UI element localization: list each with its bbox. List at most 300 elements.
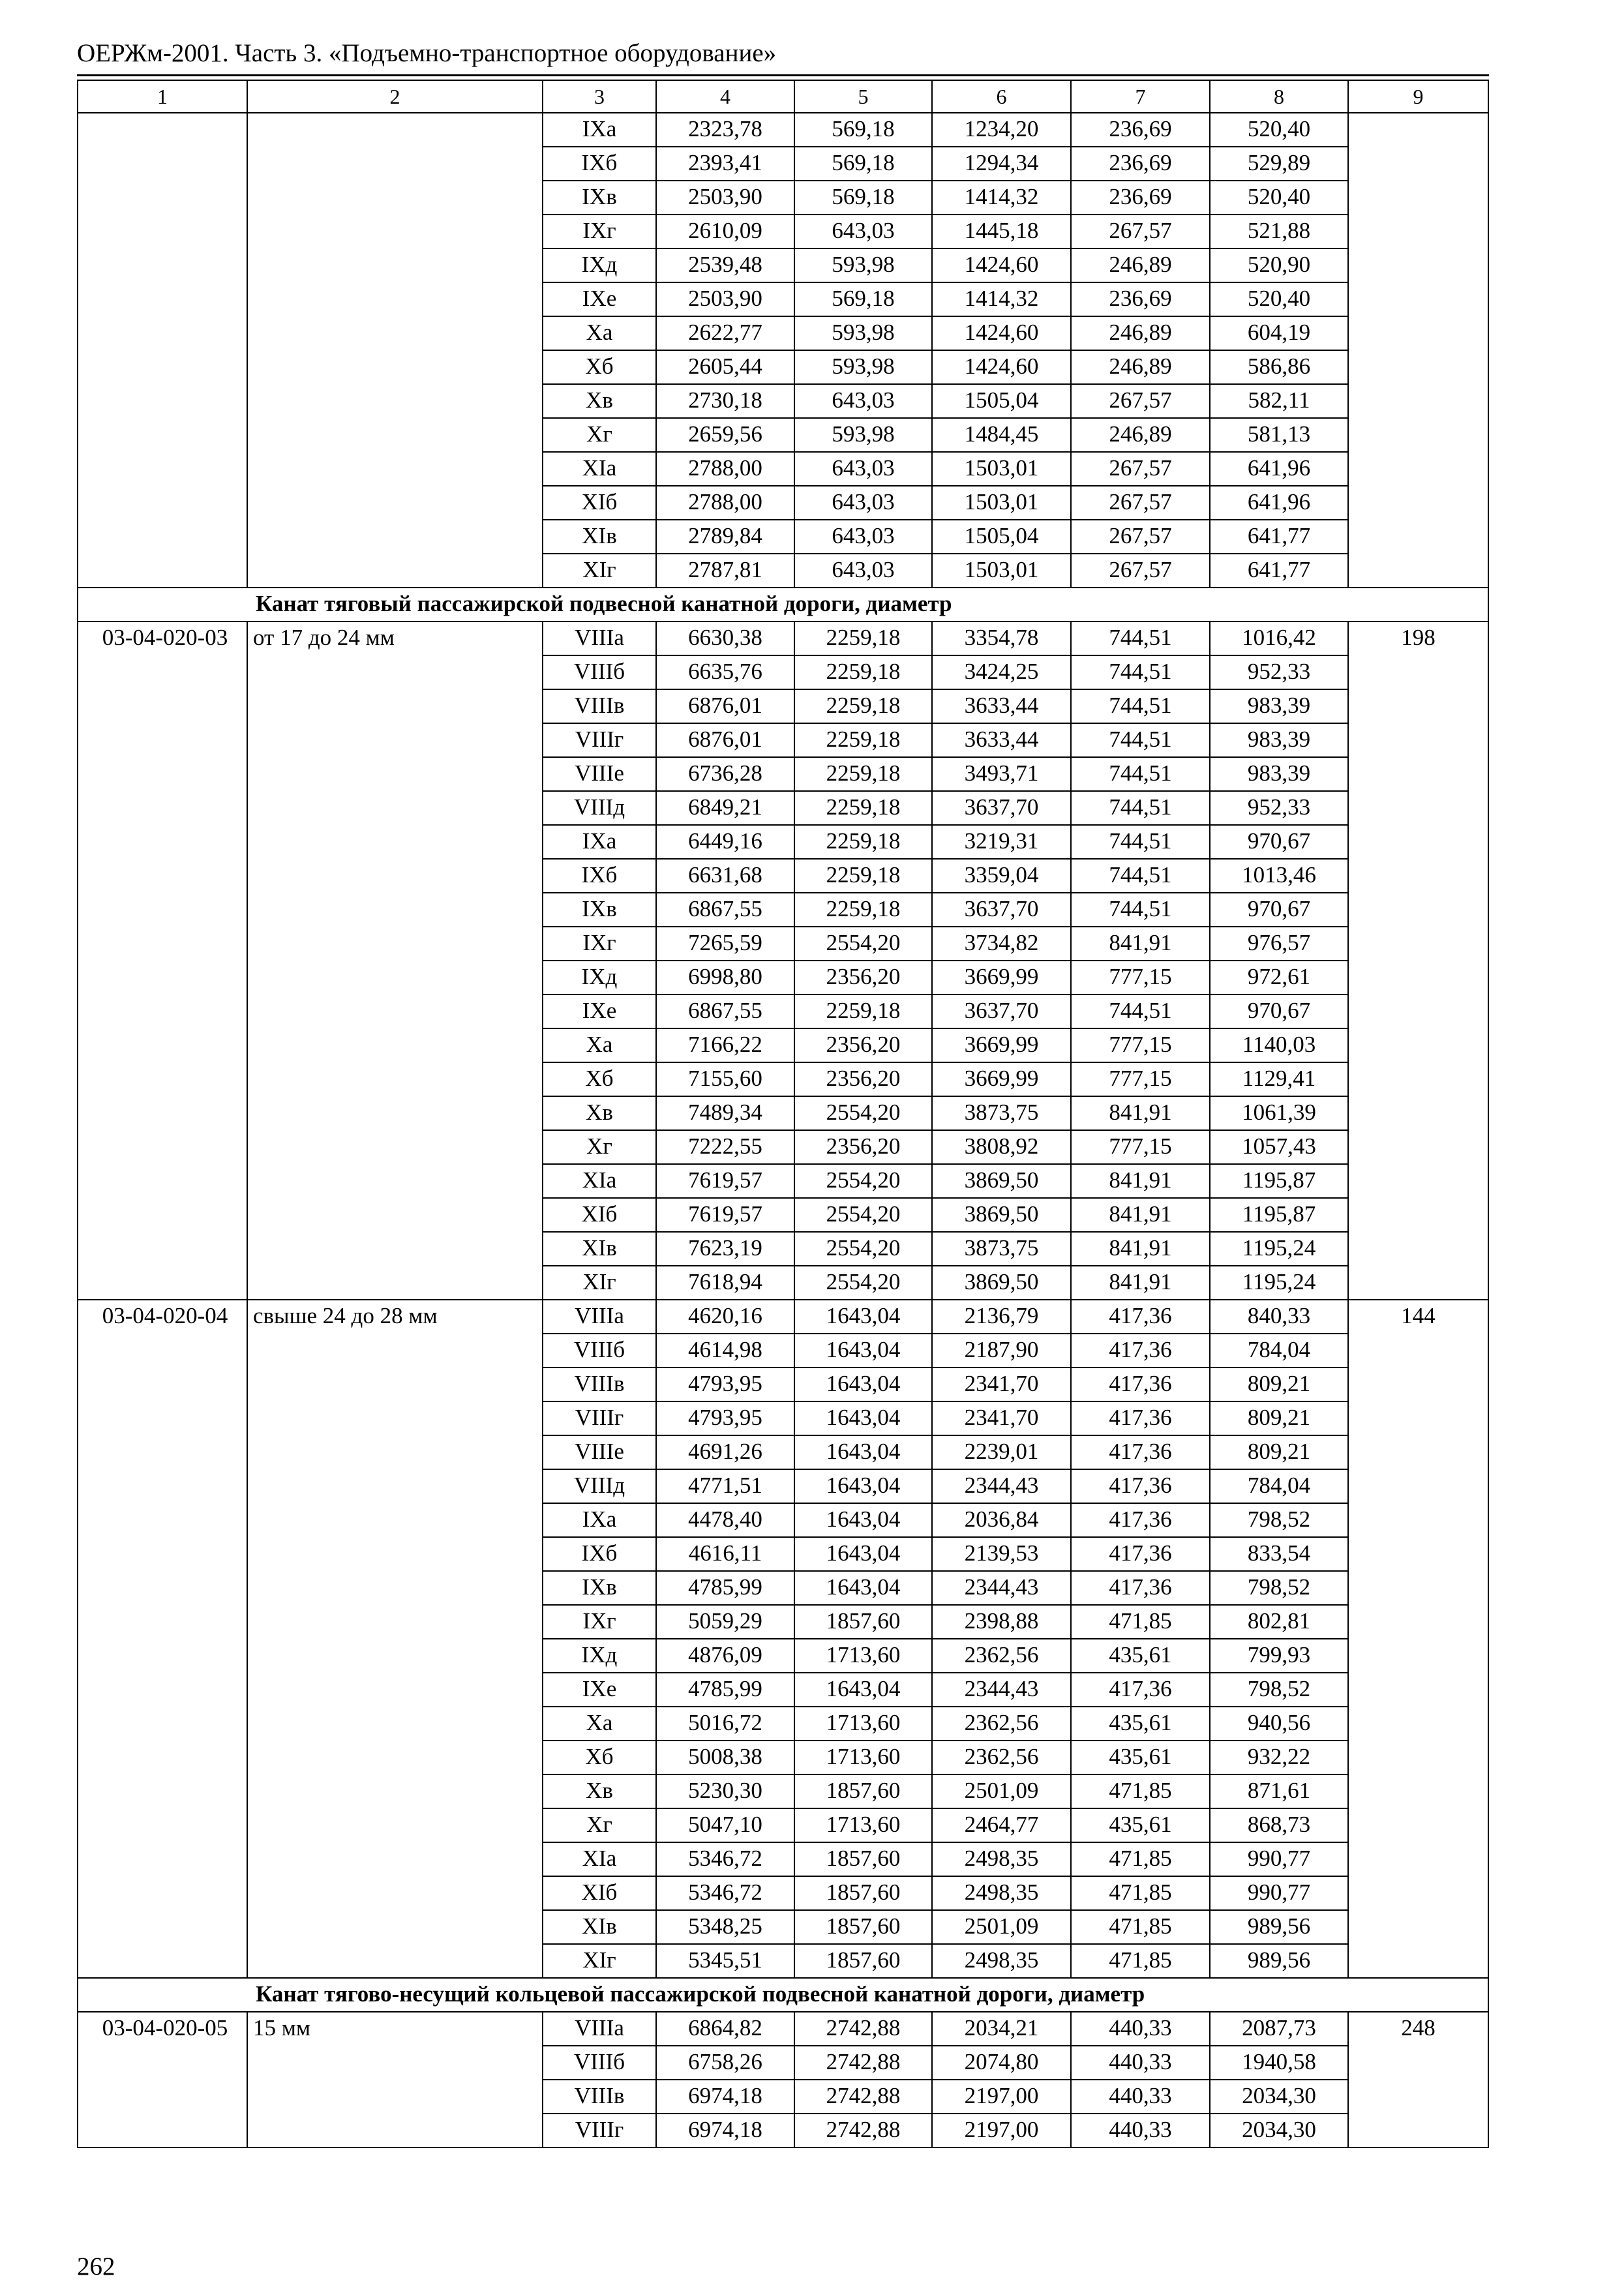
value-col7-text: 417,36 xyxy=(1109,1371,1172,1396)
value-col7-text: 236,69 xyxy=(1109,150,1172,175)
value-col4-text: 5008,38 xyxy=(688,1744,762,1769)
value-col4 xyxy=(656,1232,794,1266)
region-code-text: XIа xyxy=(582,455,617,481)
region-code xyxy=(543,1300,656,1334)
value-col5 xyxy=(794,723,932,757)
value-col8 xyxy=(1210,1435,1348,1469)
value-col7-text: 440,33 xyxy=(1109,2049,1172,2074)
value-col8 xyxy=(1210,147,1348,181)
value-col4-text: 6849,21 xyxy=(688,794,762,820)
region-code-text: XIв xyxy=(582,1235,617,1261)
value-col6-text: 2498,35 xyxy=(964,1846,1039,1871)
value-col4 xyxy=(656,723,794,757)
region-code xyxy=(543,520,656,554)
value-col7-text: 440,33 xyxy=(1109,2117,1172,2142)
value-col4-text: 2323,78 xyxy=(688,116,762,142)
value-col7 xyxy=(1071,181,1210,215)
value-col4 xyxy=(656,2080,794,2114)
value-col8 xyxy=(1210,1334,1348,1368)
value-col6-text: 2498,35 xyxy=(964,1879,1039,1905)
value-col4-text: 5345,51 xyxy=(688,1947,762,1973)
value-col7 xyxy=(1071,1028,1210,1062)
value-col4-text: 7619,57 xyxy=(688,1201,762,1227)
value-col4-text: 5230,30 xyxy=(688,1778,762,1803)
region-code xyxy=(543,554,656,588)
region-code-text: XIа xyxy=(582,1846,617,1871)
value-col5 xyxy=(794,1605,932,1639)
value-col4 xyxy=(656,113,794,147)
value-col4-text: 5348,25 xyxy=(688,1913,762,1939)
value-col4-text: 6630,38 xyxy=(688,625,762,650)
value-col4 xyxy=(656,1503,794,1537)
value-col8-text: 1140,03 xyxy=(1242,1032,1316,1057)
region-code-text: VIIIб xyxy=(573,2049,625,2074)
region-code-text: Xг xyxy=(586,1812,612,1837)
region-code xyxy=(543,316,656,350)
value-col7 xyxy=(1071,1741,1210,1774)
value-col8 xyxy=(1210,215,1348,248)
value-col4 xyxy=(656,1096,794,1130)
region-code xyxy=(543,893,656,927)
value-col4 xyxy=(656,486,794,520)
table-row xyxy=(78,2012,1488,2046)
value-col7-text: 236,69 xyxy=(1109,286,1172,311)
value-col5 xyxy=(794,215,932,248)
value-col8 xyxy=(1210,350,1348,384)
value-col4-text: 2605,44 xyxy=(688,353,762,379)
value-col7 xyxy=(1071,1571,1210,1605)
table-row xyxy=(78,1300,1488,1334)
value-col8 xyxy=(1210,113,1348,147)
value-col6-text: 3633,44 xyxy=(964,726,1039,752)
region-code xyxy=(543,181,656,215)
value-col6 xyxy=(932,859,1071,893)
value-col8-text: 989,56 xyxy=(1247,1947,1311,1973)
value-col4 xyxy=(656,1571,794,1605)
value-col8 xyxy=(1210,1469,1348,1503)
value-col8-text: 809,21 xyxy=(1247,1439,1311,1464)
value-col6-text: 3734,82 xyxy=(964,930,1039,955)
value-col4 xyxy=(656,757,794,791)
value-col7 xyxy=(1071,1164,1210,1198)
value-col8-text: 932,22 xyxy=(1247,1744,1311,1769)
region-code-text: IXе xyxy=(582,1676,617,1701)
value-col4-text: 5047,10 xyxy=(688,1812,762,1837)
value-col4-text: 2730,18 xyxy=(688,387,762,413)
region-code xyxy=(543,215,656,248)
value-col8-text: 641,77 xyxy=(1247,523,1311,548)
value-col6 xyxy=(932,689,1071,723)
value-col8-text: 784,04 xyxy=(1247,1337,1311,1362)
value-col7-text: 744,51 xyxy=(1109,828,1172,854)
value-col7-text: 246,89 xyxy=(1109,421,1172,447)
value-col5-text: 1713,60 xyxy=(826,1812,901,1837)
value-col5-text: 2742,88 xyxy=(826,2049,901,2074)
value-col4 xyxy=(656,248,794,282)
value-col4-text: 6998,80 xyxy=(688,964,762,989)
value-col9 xyxy=(1348,1300,1488,1978)
value-col5 xyxy=(794,418,932,452)
value-col7-text: 744,51 xyxy=(1109,896,1172,921)
value-col6-text: 3637,70 xyxy=(964,896,1039,921)
value-col6-text: 2362,56 xyxy=(964,1710,1039,1735)
value-col8 xyxy=(1210,554,1348,588)
value-col8-text: 972,61 xyxy=(1247,964,1311,989)
value-col8 xyxy=(1210,1842,1348,1876)
value-col5-text: 1643,04 xyxy=(826,1371,901,1396)
value-col4 xyxy=(656,927,794,961)
value-col7-text: 841,91 xyxy=(1109,1167,1172,1193)
value-col7 xyxy=(1071,927,1210,961)
section-title xyxy=(78,1978,1488,2012)
value-col7-text: 744,51 xyxy=(1109,625,1172,650)
value-col8 xyxy=(1210,1130,1348,1164)
value-col7-text: 440,33 xyxy=(1109,2015,1172,2041)
value-col8 xyxy=(1210,1944,1348,1978)
value-col8 xyxy=(1210,1910,1348,1944)
region-code-text: Xб xyxy=(585,353,614,379)
value-col7-text: 246,89 xyxy=(1109,320,1172,345)
value-col5-text: 1643,04 xyxy=(826,1473,901,1498)
value-col5 xyxy=(794,1842,932,1876)
value-col6-text: 3219,31 xyxy=(964,828,1039,854)
value-col8-text: 970,67 xyxy=(1247,828,1311,854)
value-col4-text: 7618,94 xyxy=(688,1269,762,1294)
region-code xyxy=(543,1266,656,1300)
value-col4 xyxy=(656,1842,794,1876)
value-col8 xyxy=(1210,2046,1348,2080)
value-col9 xyxy=(1348,621,1488,1300)
value-col6-text: 3637,70 xyxy=(964,998,1039,1023)
value-col4 xyxy=(656,1910,794,1944)
value-col4-text: 7489,34 xyxy=(688,1100,762,1125)
value-col7 xyxy=(1071,350,1210,384)
value-col6 xyxy=(932,520,1071,554)
value-col8 xyxy=(1210,995,1348,1028)
item-description-text: от 17 до 24 мм xyxy=(253,625,395,650)
value-col6 xyxy=(932,655,1071,689)
value-col8 xyxy=(1210,927,1348,961)
value-col6 xyxy=(932,215,1071,248)
item-code-text xyxy=(78,113,247,117)
value-col6 xyxy=(932,486,1071,520)
value-col7 xyxy=(1071,1469,1210,1503)
region-code-text: IXг xyxy=(582,218,616,243)
value-col5-text: 1857,60 xyxy=(826,1778,901,1803)
value-col5 xyxy=(794,927,932,961)
value-col4-text: 2788,00 xyxy=(688,455,762,481)
value-col7-text: 744,51 xyxy=(1109,693,1172,718)
section-title-row xyxy=(78,1978,1488,2012)
value-col6 xyxy=(932,1062,1071,1096)
value-col5 xyxy=(794,1028,932,1062)
value-col6-text: 3633,44 xyxy=(964,693,1039,718)
value-col4 xyxy=(656,1062,794,1096)
value-col6 xyxy=(932,1401,1071,1435)
region-code-text: IXа xyxy=(582,828,617,854)
value-col6-text: 3873,75 xyxy=(964,1100,1039,1125)
value-col8-text: 520,90 xyxy=(1247,252,1311,277)
value-col5-text: 569,18 xyxy=(832,150,895,175)
value-col7-text: 744,51 xyxy=(1109,998,1172,1023)
region-code-text: VIIIб xyxy=(573,659,625,684)
value-col4-text: 7623,19 xyxy=(688,1235,762,1261)
region-code-text: IXд xyxy=(581,252,618,277)
region-code-text: XIв xyxy=(582,1913,617,1939)
value-col6 xyxy=(932,1774,1071,1808)
item-description-text xyxy=(248,113,542,117)
value-col6-text: 3869,50 xyxy=(964,1269,1039,1294)
value-col4 xyxy=(656,1469,794,1503)
region-code xyxy=(543,1842,656,1876)
value-col8 xyxy=(1210,791,1348,825)
region-code-text: VIIIа xyxy=(575,2015,624,2041)
region-code xyxy=(543,2012,656,2046)
value-col7 xyxy=(1071,316,1210,350)
value-col5-text: 643,03 xyxy=(832,218,895,243)
value-col6 xyxy=(932,1605,1071,1639)
value-col8-text: 976,57 xyxy=(1247,930,1311,955)
value-col6 xyxy=(932,554,1071,588)
value-col4 xyxy=(656,1368,794,1401)
value-col6 xyxy=(932,1096,1071,1130)
region-code-text: IXд xyxy=(581,1642,618,1668)
region-code xyxy=(543,825,656,859)
value-col8-text: 520,40 xyxy=(1247,116,1311,142)
value-col6-text: 1445,18 xyxy=(964,218,1039,243)
value-col8 xyxy=(1210,1639,1348,1673)
region-code xyxy=(543,2080,656,2114)
value-col6 xyxy=(932,1910,1071,1944)
value-col5-text: 2554,20 xyxy=(826,930,901,955)
region-code-text: VIIIе xyxy=(575,1439,624,1464)
value-col5-text: 593,98 xyxy=(832,252,895,277)
value-col5-text: 2356,20 xyxy=(826,1066,901,1091)
value-col7 xyxy=(1071,215,1210,248)
value-col4-text: 4876,09 xyxy=(688,1642,762,1668)
value-col7-text: 777,15 xyxy=(1109,1066,1172,1091)
value-col5 xyxy=(794,1232,932,1266)
value-col4 xyxy=(656,961,794,995)
value-col4-text: 7265,59 xyxy=(688,930,762,955)
value-col6 xyxy=(932,1368,1071,1401)
value-col6-text: 2498,35 xyxy=(964,1947,1039,1973)
value-col4-text: 6867,55 xyxy=(688,998,762,1023)
value-col5 xyxy=(794,1503,932,1537)
value-col8 xyxy=(1210,1707,1348,1741)
value-col7-text: 471,85 xyxy=(1109,1608,1172,1634)
value-col8 xyxy=(1210,1503,1348,1537)
value-col8-text: 983,39 xyxy=(1247,760,1311,786)
value-col8 xyxy=(1210,1096,1348,1130)
value-col4 xyxy=(656,1605,794,1639)
region-code-text: XIг xyxy=(582,557,616,582)
region-code xyxy=(543,961,656,995)
column-number: 6 xyxy=(932,80,1071,113)
value-col7 xyxy=(1071,1300,1210,1334)
value-col5-text: 1713,60 xyxy=(826,1642,901,1668)
value-col5 xyxy=(794,689,932,723)
value-col5-text: 1643,04 xyxy=(826,1574,901,1600)
value-col6-text: 3354,78 xyxy=(964,625,1039,650)
value-col8-text: 641,96 xyxy=(1247,489,1311,515)
value-col6-text: 1503,01 xyxy=(964,557,1039,582)
value-col5-text: 2554,20 xyxy=(826,1269,901,1294)
value-col7 xyxy=(1071,1435,1210,1469)
region-code xyxy=(543,1503,656,1537)
value-col5 xyxy=(794,452,932,486)
value-col8-text: 604,19 xyxy=(1247,320,1311,345)
region-code-text: XIв xyxy=(582,523,617,548)
value-col7 xyxy=(1071,859,1210,893)
value-col4 xyxy=(656,859,794,893)
region-code-text: IXд xyxy=(581,964,618,989)
value-col5-text: 2259,18 xyxy=(826,726,901,752)
value-col8 xyxy=(1210,1232,1348,1266)
value-col6-text: 3869,50 xyxy=(964,1167,1039,1193)
region-code xyxy=(543,655,656,689)
region-code xyxy=(543,1876,656,1910)
value-col7-text: 267,57 xyxy=(1109,489,1172,515)
value-col6-text: 3669,99 xyxy=(964,1032,1039,1057)
value-col4 xyxy=(656,520,794,554)
value-col5 xyxy=(794,757,932,791)
value-col5-text: 2554,20 xyxy=(826,1235,901,1261)
value-col7 xyxy=(1071,1368,1210,1401)
value-col5 xyxy=(794,147,932,181)
value-col6-text: 2362,56 xyxy=(964,1744,1039,1769)
item-description xyxy=(247,2012,543,2147)
value-col6 xyxy=(932,316,1071,350)
region-code xyxy=(543,1164,656,1198)
value-col7-text: 471,85 xyxy=(1109,1778,1172,1803)
value-col5-text: 1857,60 xyxy=(826,1608,901,1634)
value-col6-text: 2464,77 xyxy=(964,1812,1039,1837)
value-col6-text: 3669,99 xyxy=(964,1066,1039,1091)
value-col6-text: 3493,71 xyxy=(964,760,1039,786)
value-col6 xyxy=(932,384,1071,418)
value-col7 xyxy=(1071,1910,1210,1944)
value-col6 xyxy=(932,995,1071,1028)
region-code-text: VIIIа xyxy=(575,625,624,650)
value-col7 xyxy=(1071,1198,1210,1232)
value-col6 xyxy=(932,248,1071,282)
region-code-text: VIIIб xyxy=(573,1337,625,1362)
value-col6 xyxy=(932,1266,1071,1300)
value-col5 xyxy=(794,248,932,282)
value-col7-text: 236,69 xyxy=(1109,116,1172,142)
value-col4-text: 5059,29 xyxy=(688,1608,762,1634)
value-col5 xyxy=(794,1164,932,1198)
value-col4 xyxy=(656,893,794,927)
value-col7-text: 267,57 xyxy=(1109,455,1172,481)
value-col7-text: 777,15 xyxy=(1109,1032,1172,1057)
value-col7 xyxy=(1071,791,1210,825)
value-col7 xyxy=(1071,757,1210,791)
value-col4 xyxy=(656,791,794,825)
value-col8-text: 1195,87 xyxy=(1242,1201,1316,1227)
value-col8-text: 970,67 xyxy=(1247,896,1311,921)
region-code xyxy=(543,621,656,655)
region-code xyxy=(543,486,656,520)
value-col7-text: 417,36 xyxy=(1109,1473,1172,1498)
value-col4-text: 4620,16 xyxy=(688,1303,762,1328)
value-col6 xyxy=(932,2046,1071,2080)
value-col6 xyxy=(932,418,1071,452)
value-col6-text: 1414,32 xyxy=(964,184,1039,209)
value-col5 xyxy=(794,655,932,689)
value-col7 xyxy=(1071,248,1210,282)
value-col4-text: 4785,99 xyxy=(688,1574,762,1600)
column-number: 2 xyxy=(247,80,543,113)
value-col9 xyxy=(1348,2012,1488,2147)
value-col7 xyxy=(1071,1130,1210,1164)
value-col5-text: 643,03 xyxy=(832,523,895,548)
value-col6 xyxy=(932,723,1071,757)
value-col7-text: 417,36 xyxy=(1109,1506,1172,1532)
region-code xyxy=(543,1673,656,1707)
value-col5-text: 2259,18 xyxy=(826,998,901,1023)
value-col7 xyxy=(1071,486,1210,520)
value-col6-text: 2197,00 xyxy=(964,2117,1039,2142)
value-col6-text: 2344,43 xyxy=(964,1473,1039,1498)
value-col6-text: 1294,34 xyxy=(964,150,1039,175)
region-code xyxy=(543,1910,656,1944)
value-col6-text: 1414,32 xyxy=(964,286,1039,311)
value-col8-text: 582,11 xyxy=(1248,387,1310,413)
value-col4 xyxy=(656,1130,794,1164)
value-col9-text: 248 xyxy=(1401,2015,1436,2041)
value-col5-text: 2259,18 xyxy=(826,896,901,921)
value-col7 xyxy=(1071,1639,1210,1673)
value-col4-text: 4691,26 xyxy=(688,1439,762,1464)
value-col4-text: 4616,11 xyxy=(688,1540,762,1566)
value-col7 xyxy=(1071,1096,1210,1130)
value-col7 xyxy=(1071,621,1210,655)
value-col6-text: 2187,90 xyxy=(964,1337,1039,1362)
value-col7 xyxy=(1071,1062,1210,1096)
value-col5-text: 643,03 xyxy=(832,455,895,481)
table-row xyxy=(78,113,1488,147)
item-code xyxy=(78,2012,247,2147)
value-col6 xyxy=(932,1232,1071,1266)
value-col7-text: 841,91 xyxy=(1109,930,1172,955)
value-col5-text: 2554,20 xyxy=(826,1201,901,1227)
value-col6-text: 1505,04 xyxy=(964,523,1039,548)
region-code-text: IXг xyxy=(582,1608,616,1634)
value-col4 xyxy=(656,418,794,452)
region-code xyxy=(543,384,656,418)
value-col7 xyxy=(1071,995,1210,1028)
value-col8 xyxy=(1210,757,1348,791)
value-col4 xyxy=(656,995,794,1028)
region-code-text: IXб xyxy=(581,150,618,175)
value-col6-text: 3873,75 xyxy=(964,1235,1039,1261)
value-col7 xyxy=(1071,2012,1210,2046)
region-code xyxy=(543,2114,656,2147)
value-col6 xyxy=(932,1741,1071,1774)
value-col7-text: 841,91 xyxy=(1109,1201,1172,1227)
value-col5-text: 2356,20 xyxy=(826,964,901,989)
value-col8 xyxy=(1210,1605,1348,1639)
value-col5 xyxy=(794,2114,932,2147)
value-col6 xyxy=(932,113,1071,147)
region-code-text: VIIIе xyxy=(575,760,624,786)
value-col6-text: 1505,04 xyxy=(964,387,1039,413)
item-description xyxy=(247,113,543,588)
rates-table-body xyxy=(78,80,1488,2147)
value-col8 xyxy=(1210,1198,1348,1232)
